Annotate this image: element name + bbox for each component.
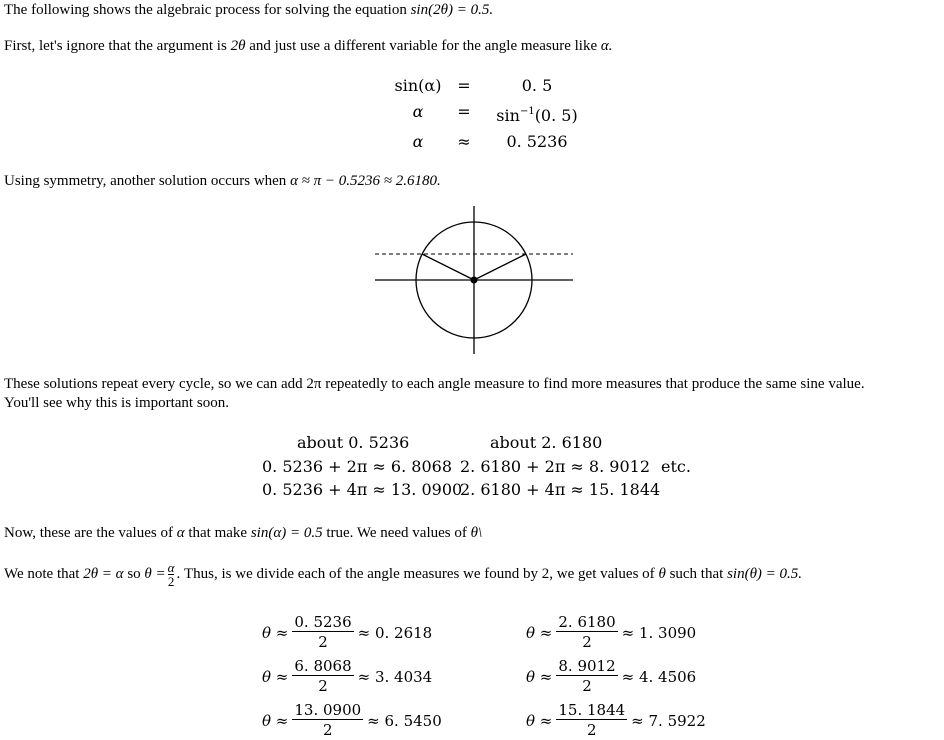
eq-r3c2: ≈ [457, 132, 471, 151]
step1-alpha: α. [600, 38, 613, 54]
intro-line [4, 1, 493, 19]
eq-r1c3: 0. 5 [521, 76, 553, 95]
step1-line [4, 37, 612, 55]
cycle-header-2: about 2. 6180 [490, 433, 603, 452]
eq-r1c2: = [457, 76, 471, 95]
theta-left-0: θ ≈ $\frac{0. 5236}{2}$ ≈ 0. 2618 [262, 613, 433, 651]
radius-left [422, 254, 474, 280]
symmetry-line [4, 172, 441, 190]
eq-r2c1: α [412, 102, 424, 121]
divide-note: We note that 2θ = α so θ = $\frac{\alpha}{2}$ . Thus, is we divide each of the angle measures we found by 2, we get values of θ such that sin(θ) = 0.5. [4, 559, 803, 589]
cycle-etc: etc. [661, 457, 691, 476]
cycle-r2c1: 0. 5236 + 4π ≈ 13. 0900 [262, 480, 463, 499]
repeat-line1: These solutions repeat every cycle, so we can add 2π repeatedly to each angle measure to find more measures that produce the same sine value. [4, 376, 865, 392]
cycle-r1c2: 2. 6180 + 2π ≈ 8. 9012 [460, 457, 650, 476]
eq-r3c3: 0. 5236 [506, 132, 568, 151]
equation-block [390, 76, 592, 152]
alpha-note: Now, these are the values of α that make sin(α) = 0.5 true. We need values of θ\ [4, 525, 483, 541]
radius-right [474, 254, 526, 280]
origin-dot [471, 277, 478, 284]
unit-circle-diagram [370, 204, 580, 356]
cycle-r1c1: 0. 5236 + 2π ≈ 6. 8068 [262, 457, 452, 476]
step1-text-a: First, let's ignore that the argument is [4, 38, 231, 54]
theta-right-0: θ ≈ $\frac{2. 6180}{2}$ ≈ 1. 3090 [526, 613, 697, 651]
intro-equation: sin(2θ) = 0.5. [410, 2, 494, 18]
step1-text-b: and just use a different variable for the angle measure like [245, 38, 601, 54]
eq-r3c1: α [412, 132, 424, 151]
repeat-line2: You'll see why this is important soon. [4, 395, 229, 411]
cycle-header-1: about 0. 5236 [297, 433, 410, 452]
theta-left-1: θ ≈ $\frac{6. 8068}{2}$ ≈ 3. 4034 [262, 657, 433, 695]
intro-text: The following shows the algebraic process for solving the equation [4, 2, 411, 18]
step1-two-theta: 2θ [230, 38, 246, 54]
theta-right-2: θ ≈ $\frac{15. 1844}{2}$ ≈ 7. 5922 [526, 701, 706, 739]
theta-left-2: θ ≈ $\frac{13. 0900}{2}$ ≈ 6. 5450 [262, 701, 442, 739]
alpha-over-2-fraction: $\frac{\alpha}{2}$ [167, 559, 175, 589]
theta-right-1: θ ≈ $\frac{8. 9012}{2}$ ≈ 4. 4506 [526, 657, 697, 695]
symmetry-text: Using symmetry, another solution occurs when [4, 173, 291, 189]
cycle-r2c2: 2. 6180 + 4π ≈ 15. 1844 [460, 480, 661, 499]
eq-r2c3: $\sin^{-1}(0$. 5) [496, 106, 578, 125]
eq-r1c1: sin(α) [394, 76, 442, 95]
eq-r2c2: = [457, 102, 471, 121]
symmetry-math: α ≈ π − 0.5236 ≈ 2.6180. [290, 173, 441, 189]
